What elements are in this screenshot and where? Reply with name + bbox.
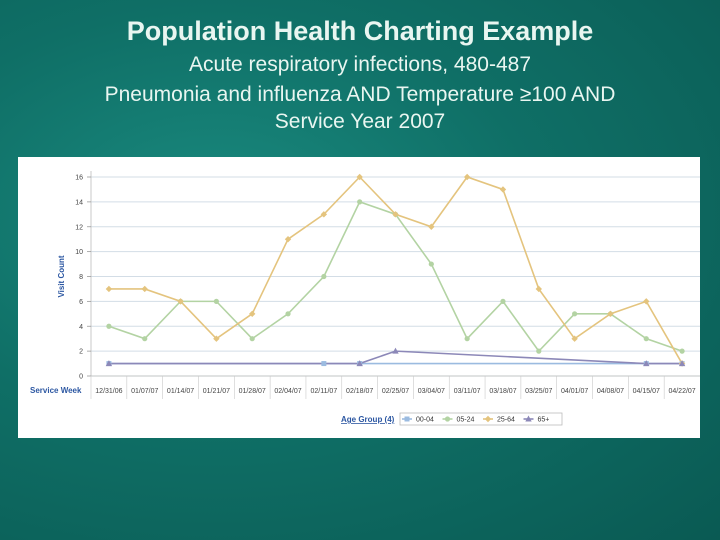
x-tick-label: 03/11/07 — [453, 388, 481, 395]
data-point — [321, 361, 326, 366]
data-point — [644, 336, 649, 341]
x-tick-label: 01/07/07 — [131, 388, 159, 395]
x-tick-label: 03/25/07 — [525, 388, 553, 395]
x-tick-label: 04/08/07 — [596, 388, 625, 395]
x-tick-label: 04/15/07 — [632, 388, 660, 395]
series-markers — [106, 174, 686, 367]
data-point — [643, 298, 649, 304]
data-point — [142, 286, 148, 292]
data-point — [250, 336, 255, 341]
y-tick-label: 8 — [79, 274, 83, 281]
data-point — [142, 336, 147, 341]
y-tick-label: 16 — [75, 174, 83, 182]
slide-subtitle-line-1: Acute respiratory infections, 480-487 — [188, 53, 532, 76]
legend-label: 00-04 — [416, 416, 434, 424]
y-tick-label: 14 — [75, 199, 83, 207]
data-point — [214, 299, 219, 304]
x-tick-label: 02/11/07 — [310, 388, 338, 395]
x-axis-ticks — [91, 376, 696, 399]
chart-legend — [341, 413, 562, 425]
legend-swatch-marker — [445, 416, 450, 421]
series-lines — [109, 177, 682, 364]
chart-panel — [18, 157, 700, 438]
data-point — [500, 299, 505, 304]
x-tick-label: 12/31/06 — [95, 388, 123, 395]
x-tick-label: 04/01/07 — [560, 388, 589, 395]
slide-subtitle-line-3: Service Year 2007 — [274, 110, 446, 133]
data-point — [357, 199, 362, 204]
data-point — [679, 349, 684, 354]
y-axis-label: Visit Count — [57, 255, 66, 298]
y-tick-label: 0 — [79, 373, 83, 381]
legend-title: Age Group (4) — [341, 415, 395, 424]
y-tick-label: 2 — [79, 348, 83, 356]
data-point — [572, 311, 577, 316]
legend-label: 05-24 — [456, 416, 475, 424]
line-chart — [18, 157, 700, 438]
x-axis-label: Service Week — [30, 386, 82, 395]
y-tick-label: 6 — [79, 298, 83, 306]
y-tick-label: 10 — [75, 249, 83, 257]
data-point — [465, 336, 470, 341]
series-line-25-64 — [109, 177, 682, 364]
data-point — [536, 349, 541, 354]
slide-subtitle-line-2: Pneumonia and influenza AND Temperature ≥100 AND — [104, 83, 616, 106]
data-point — [500, 186, 506, 192]
x-tick-label: 02/25/07 — [381, 388, 410, 395]
y-axis-ticks — [75, 175, 91, 381]
legend-swatch-marker — [405, 417, 410, 422]
data-point — [106, 286, 112, 292]
x-tick-label: 01/21/07 — [202, 388, 231, 395]
y-tick-label: 4 — [79, 323, 83, 331]
x-tick-label: 01/14/07 — [166, 388, 195, 395]
y-tick-label: 12 — [75, 224, 83, 232]
data-point — [321, 274, 326, 279]
x-tick-label: 02/18/07 — [346, 388, 374, 395]
x-tick-label: 01/28/07 — [238, 388, 266, 395]
slide-title: Population Health Charting Example — [126, 16, 594, 46]
legend-label: 65+ — [537, 416, 550, 424]
data-point — [429, 261, 434, 266]
legend-label: 25-64 — [497, 416, 515, 424]
x-tick-label: 02/04/07 — [274, 388, 302, 395]
x-tick-label: 04/22/07 — [668, 388, 696, 395]
data-point — [285, 311, 290, 316]
data-point — [106, 324, 111, 329]
x-tick-label: 03/18/07 — [489, 388, 517, 395]
x-tick-label: 03/04/07 — [417, 388, 445, 395]
chart-grid — [91, 171, 700, 376]
